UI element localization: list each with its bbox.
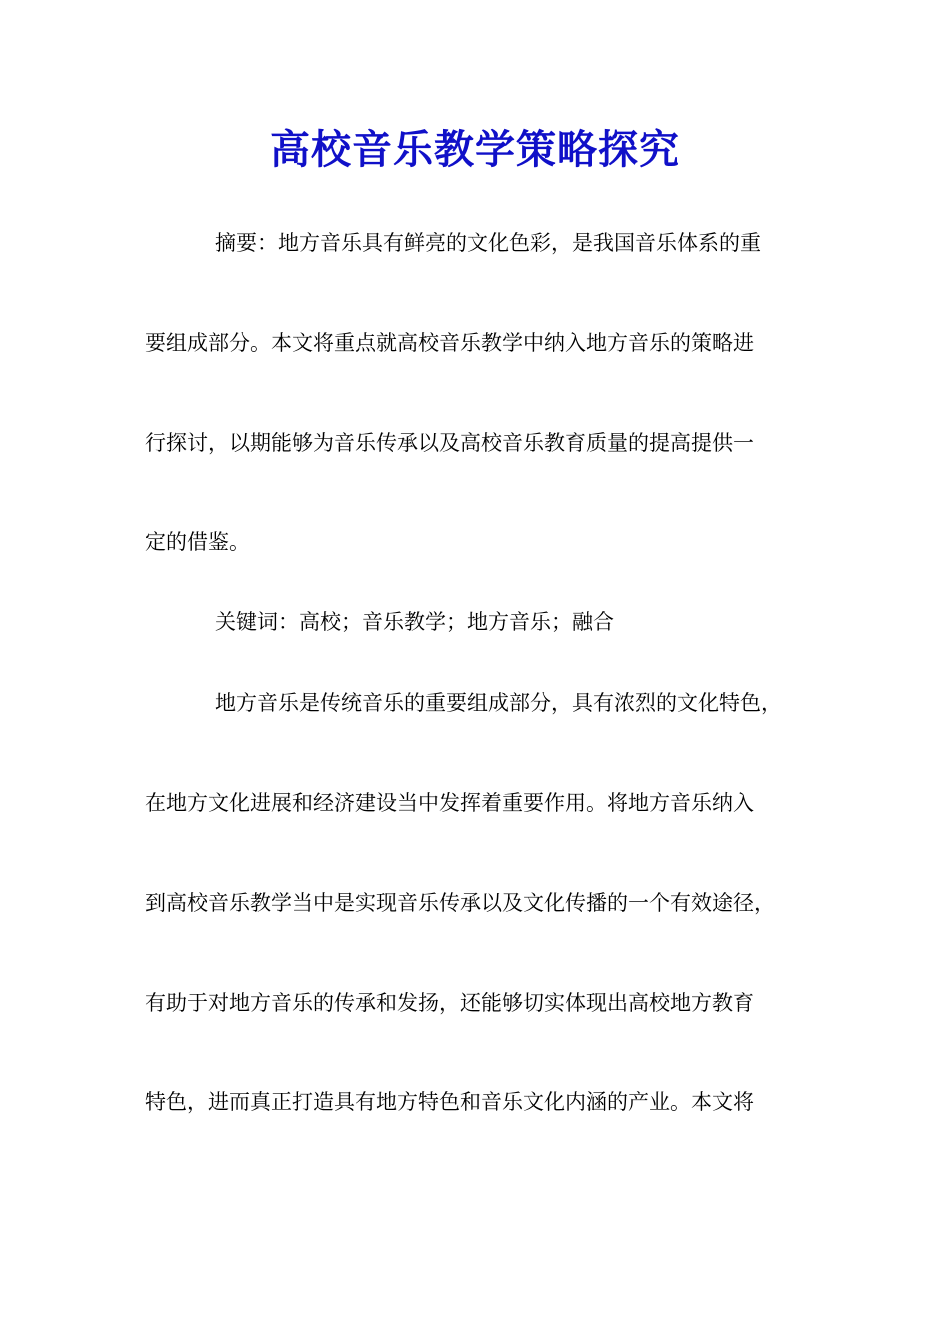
body-line: 地方音乐是传统音乐的重要组成部分，具有浓烈的文化特色， [215,691,782,715]
body-line: 在地方文化进展和经济建设当中发挥着重要作用。将地方音乐纳入 [145,791,754,815]
document-title: 高校音乐教学策略探究 [270,126,680,173]
keywords-line: 关键词：高校；音乐教学；地方音乐；融合 [215,610,614,634]
abstract-line: 摘要：地方音乐具有鲜亮的文化色彩，是我国音乐体系的重 [215,231,761,255]
abstract-line: 要组成部分。本文将重点就高校音乐教学中纳入地方音乐的策略进 [145,331,754,355]
body-line: 到高校音乐教学当中是实现音乐传承以及文化传播的一个有效途径， [145,891,775,915]
body-line: 特色，进而真正打造具有地方特色和音乐文化内涵的产业。本文将 [145,1090,754,1114]
body-line: 有助于对地方音乐的传承和发扬，还能够切实体现出高校地方教育 [145,991,754,1015]
abstract-line: 定的借鉴。 [145,530,250,554]
abstract-line: 行探讨，以期能够为音乐传承以及高校音乐教育质量的提高提供一 [145,431,754,455]
